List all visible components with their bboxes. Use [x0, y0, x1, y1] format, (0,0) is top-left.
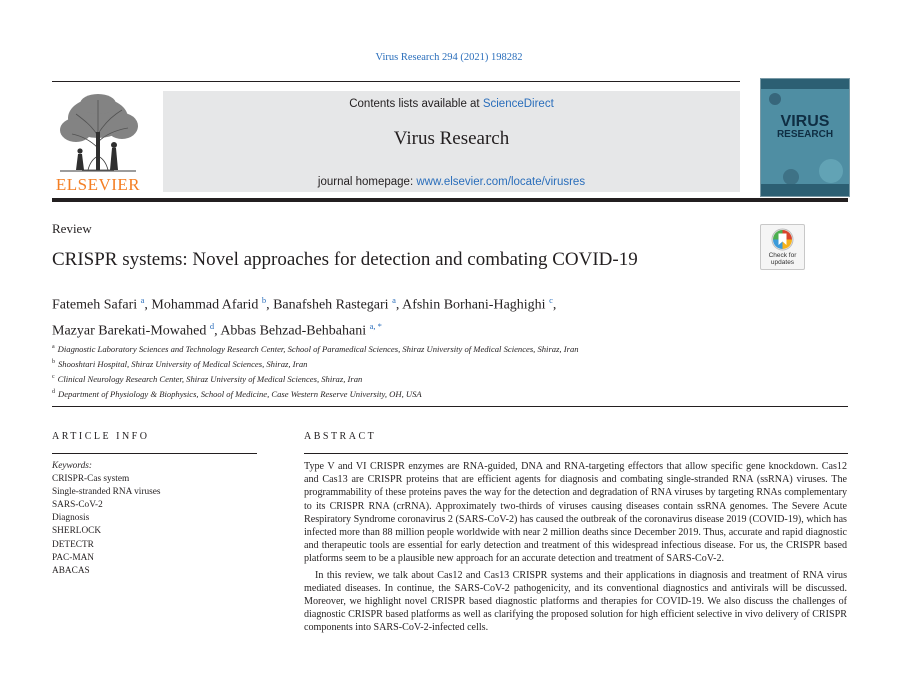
keywords-panel [52, 460, 257, 578]
affiliation-marker: b [52, 359, 55, 366]
cover-title-line2: RESEARCH [776, 129, 834, 140]
author-affiliation-ref[interactable]: a, * [369, 320, 382, 331]
publisher-wordmark: ELSEVIER [55, 175, 141, 194]
article-info-rule [52, 453, 257, 454]
article-title: CRISPR systems: Novel approaches for detection and combating COVID-19 [52, 249, 638, 270]
abstract-body [304, 460, 847, 635]
affiliation-list [52, 341, 852, 401]
keyword-item: ABACAS [52, 565, 90, 576]
abstract-rule [304, 453, 848, 454]
crossmark-label [761, 252, 804, 266]
article-info-heading: ARTICLE INFO [52, 431, 150, 442]
author-affiliation-ref[interactable]: d [209, 320, 215, 331]
keyword-item: SARS-CoV-2 [52, 500, 103, 511]
keyword-item: SHERLOCK [52, 526, 102, 537]
sciencedirect-link[interactable]: ScienceDirect [482, 98, 554, 110]
cover-title-line1: VIRUS [780, 113, 830, 130]
author-name[interactable]: Fatemeh Safari [52, 297, 138, 313]
affiliation-item [52, 371, 852, 386]
affiliation-text: Diagnostic Laboratory Sciences and Technology Research Center, School of Paramedical Sciences, Shiraz University of Medical Sciences, Shiraz, Iran [57, 343, 579, 354]
journal-banner [163, 91, 740, 192]
journal-homepage-link[interactable]: www.elsevier.com/locate/virusres [416, 176, 586, 188]
homepage-line [163, 176, 740, 188]
affiliation-text: Department of Physiology & Biophysics, School of Medicine, Case Western Reserve University, OH, USA [58, 389, 422, 400]
keyword-item: PAC-MAN [52, 552, 95, 563]
contents-prefix: Contents lists available at [349, 98, 483, 110]
abstract-paragraph: In this review, we talk about Cas12 and Cas13 CRISPR systems and their applications in diagnosis and treatment of RNA virus mediated diseases. In continue, the SARS-CoV-2 pathogenicity, and its conventional diagnostics and antivirals will be discussed. Moreover, we highlight novel CRISPR based diagnostic platforms and therapies for COVID-19. We also discuss the challenges of diagnostic CRISPR based platforms as well as clarifying the proposed solution for high efficient selective in vivo delivery of CRISPR components into SARS-CoV-2-infected cells. [304, 569, 847, 634]
author-list [52, 290, 772, 341]
check-for-updates-button[interactable] [760, 224, 805, 270]
affiliation-item [52, 386, 852, 401]
affiliation-text: Shooshtari Hospital, Shiraz University of Medical Sciences, Shiraz, Iran [58, 358, 308, 369]
homepage-prefix: journal homepage: [317, 176, 417, 188]
crossmark-icon [771, 228, 794, 251]
author-affiliation-ref[interactable]: b [261, 295, 267, 305]
abstract-paragraph: Type V and VI CRISPR enzymes are RNA-guided, DNA and RNA-targeting effectors that allow specific gene knockdown. Cas12 and Cas13 are CRISPR proteins that are efficient agents for diagnosis and combating single-stranded RNA (ssRNA) viruses. The programmability of these proteins paves the way for the detection and degradation of RNA viruses by targeting RNAs complementary to its CRISPR RNA (crRNA). Approximately two-thirds of viruses causing diseases contain ssRNA genomes. The Severe Acute Respiratory Syndrome coronavirus 2 (SARS-CoV-2) has caused the outbreak of the coronavirus disease 2019 (COVID-19), which has infected more than 88 million people worldwide with near 2 million deaths since December 2019. Thus, accurate and rapid diagnostic and therapeutic tools are essential for early detection and treatment of this widespread infectious disease. For us, the CRISPR based platforms seem to be a plausible new approach for an accurate detection and treatment of SARS-CoV-2. [304, 461, 847, 565]
author-affiliation-ref[interactable]: c [549, 295, 553, 305]
citation-link[interactable]: Virus Research 294 (2021) 198282 [375, 52, 523, 63]
contents-line [163, 98, 740, 110]
article-type: Review [52, 221, 92, 236]
header-rule [52, 198, 848, 202]
affiliation-marker: a [52, 344, 55, 350]
author-separator: , [144, 297, 152, 313]
author-name[interactable]: Afshin Borhani-Haghighi [402, 297, 546, 313]
author-separator: , [552, 297, 557, 313]
author-separator: , [266, 297, 274, 313]
affiliation-marker: c [52, 374, 55, 381]
author-affiliation-ref[interactable]: a [140, 295, 145, 305]
section-rule [52, 406, 848, 407]
author-name[interactable]: Mazyar Barekati-Mowahed [52, 323, 207, 339]
crossmark-line2: updates [770, 259, 795, 266]
author-name[interactable]: Mohammad Afarid [151, 297, 259, 313]
author-name[interactable]: Banafsheh Rastegari [273, 297, 389, 313]
cover-title [761, 115, 849, 141]
crossmark-line1: Check for [768, 252, 797, 259]
keyword-item: CRISPR-Cas system [52, 474, 130, 485]
journal-cover-image[interactable] [760, 78, 850, 197]
author-name[interactable]: Abbas Behzad-Behbahani [220, 323, 367, 339]
affiliation-marker: d [52, 389, 55, 396]
abstract-heading: ABSTRACT [304, 431, 377, 442]
author-separator: , [395, 297, 403, 313]
affiliation-item [52, 356, 852, 371]
author-affiliation-ref[interactable]: a [392, 295, 396, 305]
keyword-item: DETECTR [52, 539, 94, 550]
affiliation-item [52, 341, 852, 356]
author-separator: , [214, 323, 221, 339]
journal-title: Virus Research [393, 128, 510, 149]
affiliation-text: Clinical Neurology Research Center, Shiraz University of Medical Sciences, Shiraz, Iran [57, 373, 363, 384]
top-rule [52, 81, 740, 82]
keyword-item: Diagnosis [52, 513, 90, 524]
keyword-item: Single-stranded RNA viruses [52, 487, 161, 498]
keywords-label: Keywords: [52, 461, 92, 471]
